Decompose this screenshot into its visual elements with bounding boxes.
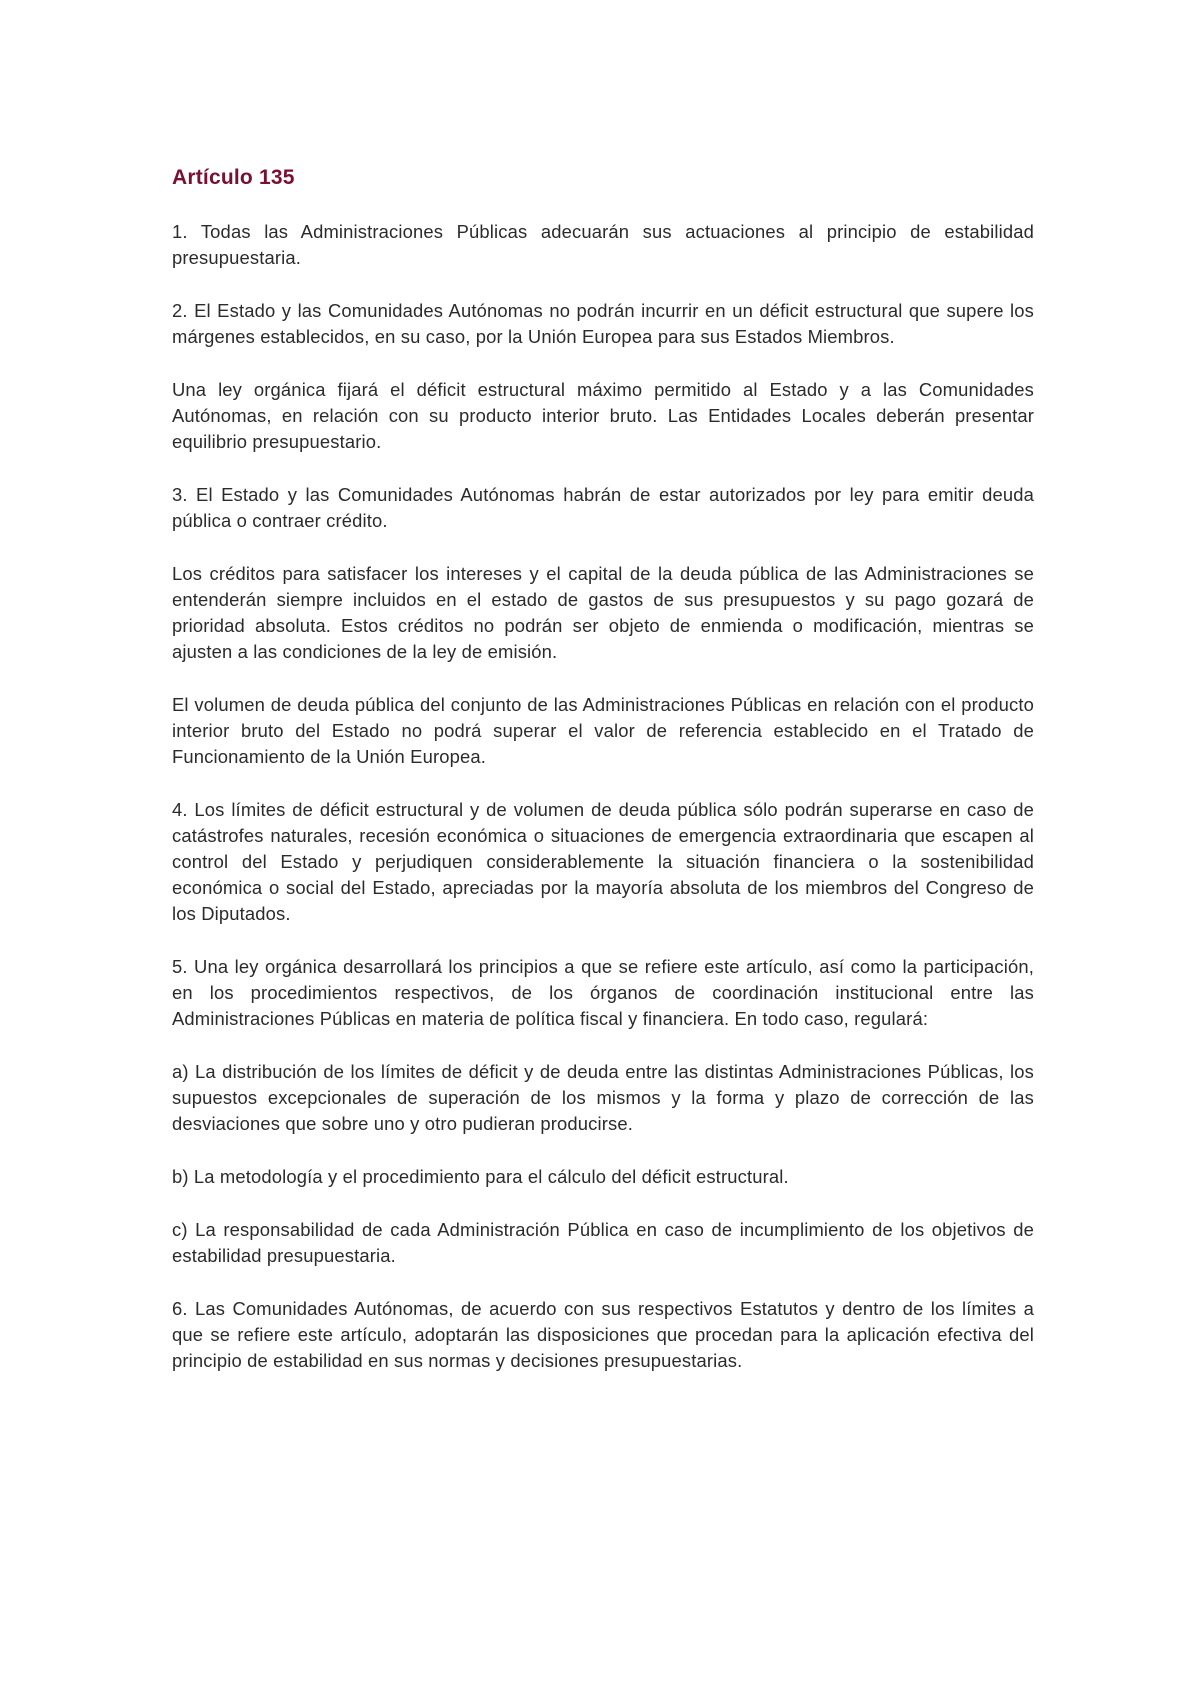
paragraph-1: 1. Todas las Administraciones Públicas adecuarán sus actuaciones al principio de estabilidad presupuestaria. bbox=[172, 221, 1034, 268]
paragraph-4: 4. Los límites de déficit estructural y de volumen de deuda pública sólo podrán superarse en caso de catástrofes naturales, recesión económica o situaciones de emergencia extraordinaria que escapen al control del Estado y perjudiquen considerablemente la situación financiera o la sostenibilidad económica o social del Estado, apreciadas por la mayoría absoluta de los miembros del Congreso de los Diputados. bbox=[172, 799, 1034, 924]
paragraph-5-c: c) La responsabilidad de cada Administración Pública en caso de incumplimiento de los objetivos de estabilidad presupuestaria. bbox=[172, 1219, 1034, 1266]
document-page bbox=[172, 163, 1034, 1401]
paragraph-2-continued: Una ley orgánica fijará el déficit estructural máximo permitido al Estado y a las Comunidades Autónomas, en relación con su producto interior bruto. Las Entidades Locales deberán presentar equilibrio presupuestario. bbox=[172, 379, 1034, 452]
paragraph-6: 6. Las Comunidades Autónomas, de acuerdo con sus respectivos Estatutos y dentro de los límites a que se refiere este artículo, adoptarán las disposiciones que procedan para la aplicación efectiva del principio de estabilidad en sus normas y decisiones presupuestarias. bbox=[172, 1298, 1034, 1371]
paragraph-3: 3. El Estado y las Comunidades Autónomas habrán de estar autorizados por ley para emitir deuda pública o contraer crédito. bbox=[172, 484, 1034, 531]
paragraph-5-b: b) La metodología y el procedimiento para el cálculo del déficit estructural. bbox=[172, 1166, 789, 1187]
paragraph-5-a: a) La distribución de los límites de déficit y de deuda entre las distintas Administraciones Públicas, los supuestos excepcionales de superación de los mismos y la forma y plazo de corrección de las desviaciones que sobre uno y otro pudieran producirse. bbox=[172, 1061, 1034, 1134]
paragraph-2: 2. El Estado y las Comunidades Autónomas no podrán incurrir en un déficit estructural que supere los márgenes establecidos, en su caso, por la Unión Europea para sus Estados Miembros. bbox=[172, 300, 1034, 347]
paragraph-5: 5. Una ley orgánica desarrollará los principios a que se refiere este artículo, así como la participación, en los procedimientos respectivos, de los órganos de coordinación institucional entre las Administraciones Públicas en materia de política fiscal y financiera. En todo caso, regulará: bbox=[172, 956, 1034, 1029]
paragraph-3-debt-volume: El volumen de deuda pública del conjunto de las Administraciones Públicas en relación con el producto interior bruto del Estado no podrá superar el valor de referencia establecido en el Tratado de Funcionamiento de la Unión Europea. bbox=[172, 694, 1034, 767]
article-title: Artículo 135 bbox=[172, 166, 295, 189]
paragraph-3-credits: Los créditos para satisfacer los intereses y el capital de la deuda pública de las Administraciones se entenderán siempre incluidos en el estado de gastos de sus presupuestos y su pago gozará de prioridad absoluta. Estos créditos no podrán ser objeto de enmienda o modificación, mientras se ajusten a las condiciones de la ley de emisión. bbox=[172, 563, 1034, 662]
